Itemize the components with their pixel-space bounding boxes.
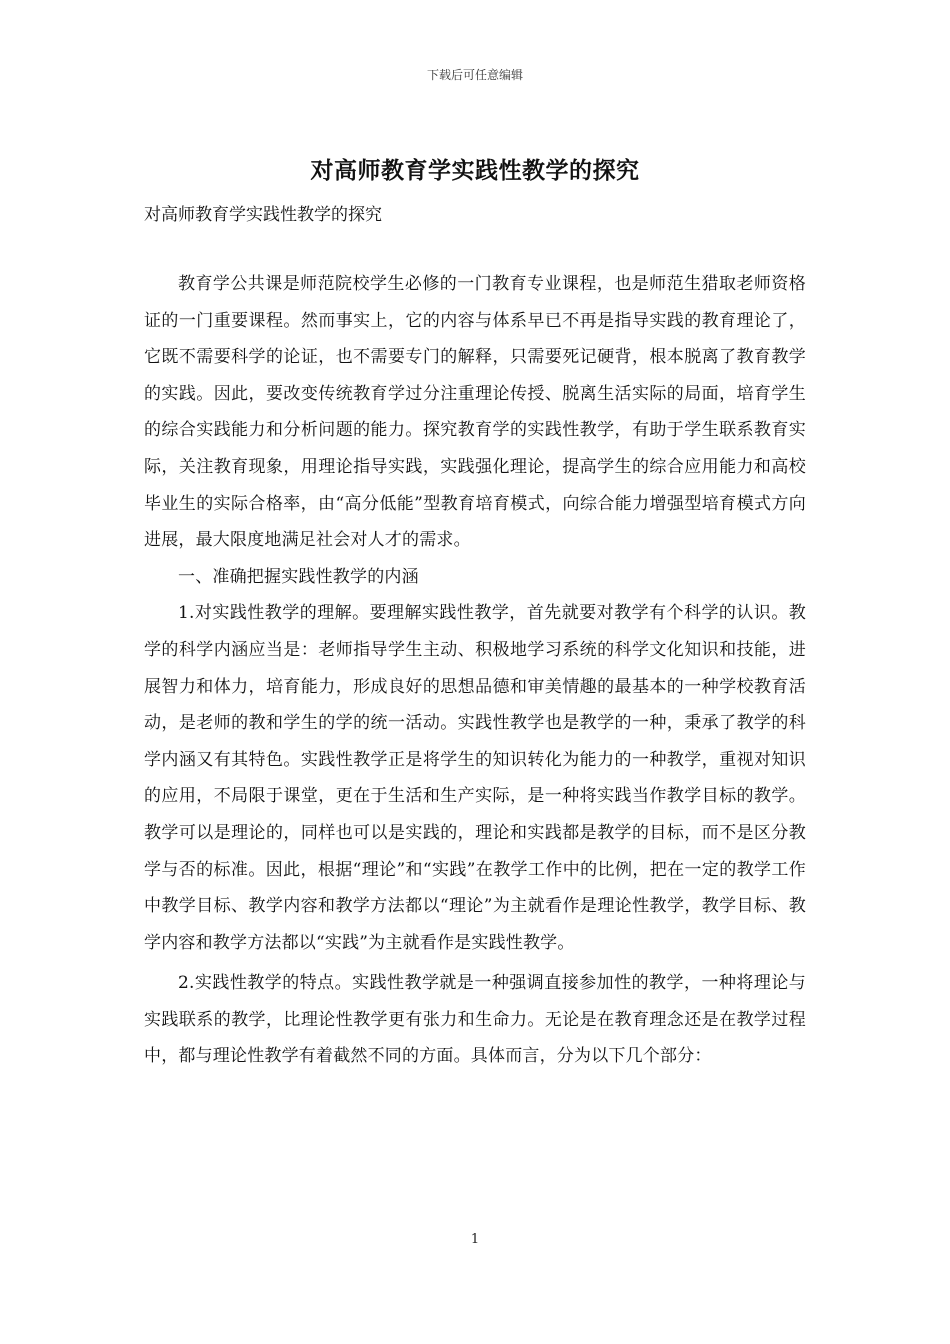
paragraph-intro: 教育学公共课是师范院校学生必修的一门教育专业课程，也是师范生猎取老师资格证的一门重要课程。然而事实上，它的内容与体系早已不再是指导实践的教育理论了，它既不需要科学的论证，也不需要专门的解释，只需要死记硬背，根本脱离了教育教学的实践。因此，要改变传统教育学过分注重理论传授、脱离生活实际的局面，培育学生的综合实践能力和分析问题的能力。探究教育学的实践性教学，有助于学生联系教育实际，关注教育现象，用理论指导实践，实践强化理论，提高学生的综合应用能力和高校毕业生的实际合格率，由“高分低能”型教育培育模式，向综合能力增强型培育模式方向进展，最大限度地满足社会对人才的需求。: [144, 274, 806, 551]
section-heading: 一、准确把握实践性教学的内涵: [178, 566, 419, 587]
document-title: 对高师教育学实践性教学的探究: [310, 157, 640, 184]
paragraph-characteristics: 2.实践性教学的特点。实践性教学就是一种强调直接参加性的教学，一种将理论与实践联系的教学，比理论性教学更有张力和生命力。无论是在教育理念还是在教学过程中，都与理论性教学有着截然不同的方面。具体而言，分为以下几个部分：: [144, 973, 806, 1067]
paragraph-understanding: 1.对实践性教学的理解。要理解实践性教学，首先就要对教学有个科学的认识。教学的科学内涵应当是：老师指导学生主动、积极地学习系统的科学文化知识和技能，进展智力和体力，培育能力，形成良好的思想品德和审美情趣的最基本的一种学校教育活动，是老师的教和学生的学的统一活动。实践性教学也是教学的一种，秉承了教学的科学内涵又有其特色。实践性教学正是将学生的知识转化为能力的一种教学，重视对知识的应用，不局限于课堂，更在于生活和生产实际，是一种将实践当作教学目标的教学。教学可以是理论的，同样也可以是实践的，理论和实践都是教学的目标，而不是区分教学与否的标准。因此，根据“理论”和“实践”在教学工作中的比例，把在一定的教学工作中教学目标、教学内容和教学方法都以“理论”为主就看作是理论性教学，教学目标、教学内容和教学方法都以“实践”为主就看作是实践性教学。: [144, 603, 806, 953]
header-note: 下载后可任意编辑: [426, 68, 523, 82]
body-text: [144, 266, 806, 1075]
page-number: 1: [470, 1232, 480, 1247]
document-subtitle: 对高师教育学实践性教学的探究: [144, 205, 382, 225]
